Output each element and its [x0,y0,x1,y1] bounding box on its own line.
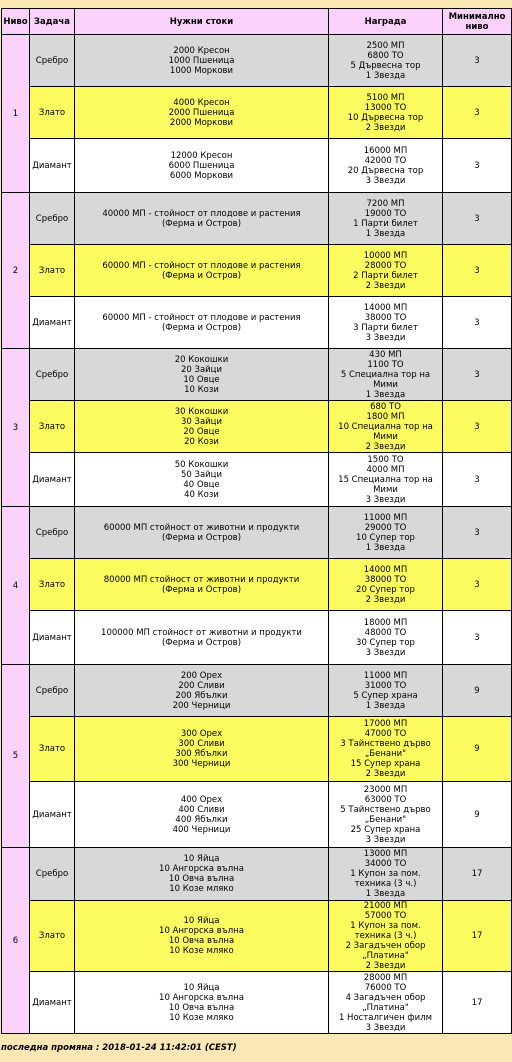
min-level-cell: 3 [443,401,512,453]
reward-cell: 430 МП 1100 ТО 5 Специална тор на Мими 1 Звезда [329,349,443,401]
table-row [2,782,512,848]
task-cell: Диамант [30,611,75,665]
table-row [2,87,512,139]
needed-goods-cell: 30 Кокошки 30 Зайци 20 Овце 20 Кози [75,401,329,453]
needed-goods-cell: 40000 МП - стойност от плодове и растения (Ферма и Остров) [75,193,329,245]
table-body [2,35,512,1034]
table-row [2,901,512,972]
task-cell: Сребро [30,665,75,717]
needed-goods-cell: 100000 МП стойност от животни и продукти (Ферма и Остров) [75,611,329,665]
needed-goods-cell: 10 Яйца 10 Ангорска вълна 10 Овча вълна 10 Козе мляко [75,901,329,972]
reward-cell: 14000 МП 38000 ТО 20 Супер тор 2 Звезди [329,559,443,611]
needed-goods-cell: 80000 МП стойност от животни и продукти (Ферма и Остров) [75,559,329,611]
min-level-cell: 3 [443,245,512,297]
reward-cell: 14000 МП 38000 ТО 3 Парти билет 3 Звезди [329,297,443,349]
task-cell: Сребро [30,507,75,559]
reward-cell: 7200 МП 19000 ТО 1 Парти билет 1 Звезда [329,193,443,245]
needed-goods-cell: 60000 МП - стойност от плодове и растения (Ферма и Остров) [75,245,329,297]
header-needed-goods: Нужни стоки [75,9,329,35]
table-row [2,139,512,193]
min-level-cell: 9 [443,782,512,848]
min-level-cell: 17 [443,901,512,972]
reward-cell: 11000 МП 31000 ТО 5 Супер храна 1 Звезда [329,665,443,717]
level-cell: 2 [2,193,30,349]
level-cell: 3 [2,349,30,507]
reward-cell: 16000 МП 42000 ТО 20 Дървесна тор 3 Звезди [329,139,443,193]
level-cell: 4 [2,507,30,665]
table-row [2,717,512,782]
task-cell: Сребро [30,349,75,401]
task-cell: Диамант [30,453,75,507]
min-level-cell: 3 [443,559,512,611]
needed-goods-cell: 50 Кокошки 50 Зайци 40 Овце 40 Кози [75,453,329,507]
needed-goods-cell: 60000 МП стойност от животни и продукти (Ферма и Остров) [75,507,329,559]
min-level-cell: 3 [443,87,512,139]
task-cell: Злато [30,401,75,453]
reward-cell: 10000 МП 28000 ТО 2 Парти билет 2 Звезди [329,245,443,297]
header-reward: Награда [329,9,443,35]
table-row [2,193,512,245]
level-cell: 6 [2,848,30,1034]
min-level-cell: 9 [443,717,512,782]
table-row [2,507,512,559]
needed-goods-cell: 200 Орех 200 Сливи 200 Ябълки 200 Черници [75,665,329,717]
reward-cell: 5100 МП 13000 ТО 10 Дървесна тор 2 Звезди [329,87,443,139]
reward-cell: 17000 МП 47000 ТО 3 Тайнствено дърво „Бенани" 15 Супер храна 2 Звезди [329,717,443,782]
reward-cell: 18000 МП 48000 ТО 30 Супер тор 3 Звезди [329,611,443,665]
last-modified: последна промяна : 2018-01-24 11:42:01 (CEST) [1,1043,237,1053]
header-level: Ниво [2,9,30,35]
reward-cell: 13000 МП 34000 ТО 1 Купон за пом. техника (3 ч.) 1 Звезда [329,848,443,901]
reward-cell: 11000 МП 29000 ТО 10 Супер тор 1 Звезда [329,507,443,559]
needed-goods-cell: 2000 Кресон 1000 Пшеница 1000 Моркови [75,35,329,87]
task-cell: Сребро [30,35,75,87]
needed-goods-cell: 300 Орех 300 Сливи 300 Ябълки 300 Черници [75,717,329,782]
task-cell: Диамант [30,972,75,1034]
task-cell: Диамант [30,782,75,848]
needed-goods-cell: 12000 Кресон 6000 Пшеница 6000 Моркови [75,139,329,193]
task-cell: Диамант [30,297,75,349]
min-level-cell: 3 [443,507,512,559]
min-level-cell: 3 [443,139,512,193]
needed-goods-cell: 20 Кокошки 20 Зайци 10 Овце 10 Кози [75,349,329,401]
task-cell: Злато [30,245,75,297]
table-row [2,559,512,611]
min-level-cell: 3 [443,193,512,245]
needed-goods-cell: 10 Яйца 10 Ангорска вълна 10 Овча вълна 10 Козе мляко [75,848,329,901]
task-cell: Злато [30,717,75,782]
reward-cell: 1500 ТО 4000 МП 15 Специална тор на Мими 3 Звезди [329,453,443,507]
task-cell: Сребро [30,848,75,901]
table-row [2,453,512,507]
min-level-cell: 17 [443,972,512,1034]
needed-goods-cell: 10 Яйца 10 Ангорска вълна 10 Овча вълна 10 Козе мляко [75,972,329,1034]
table-row [2,972,512,1034]
header-min-level: Минимално ниво [443,9,512,35]
reward-cell: 2500 МП 6800 ТО 5 Дървесна тор 1 Звезда [329,35,443,87]
header-row [2,9,512,35]
min-level-cell: 9 [443,665,512,717]
task-cell: Злато [30,87,75,139]
min-level-cell: 3 [443,453,512,507]
table-row [2,245,512,297]
header-task: Задача [30,9,75,35]
min-level-cell: 3 [443,35,512,87]
table-row [2,665,512,717]
reward-cell: 28000 МП 76000 ТО 4 Загадъчен обор „Платина" 1 Носталгичен филм 3 Звезди [329,972,443,1034]
level-cell: 1 [2,35,30,193]
table-row [2,349,512,401]
needed-goods-cell: 400 Орех 400 Сливи 400 Ябълки 400 Черници [75,782,329,848]
table-row [2,611,512,665]
level-cell: 5 [2,665,30,848]
task-cell: Диамант [30,139,75,193]
reward-cell: 21000 МП 57000 ТО 1 Купон за пом. техника (3 ч.) 2 Загадъчен обор „Платина" 2 Звезди [329,901,443,972]
task-cell: Сребро [30,193,75,245]
reward-cell: 680 ТО 1800 МП 10 Специална тор на Мими 2 Звезди [329,401,443,453]
min-level-cell: 3 [443,611,512,665]
reward-cell: 23000 МП 63000 ТО 5 Тайнствено дърво „Бенани" 25 Супер храна 3 Звезди [329,782,443,848]
table-row [2,297,512,349]
table-row [2,401,512,453]
needed-goods-cell: 4000 Кресон 2000 Пшеница 2000 Моркови [75,87,329,139]
tasks-table [1,8,512,1034]
table-row [2,848,512,901]
table-row [2,35,512,87]
min-level-cell: 3 [443,297,512,349]
min-level-cell: 17 [443,848,512,901]
task-cell: Злато [30,559,75,611]
needed-goods-cell: 60000 МП - стойност от плодове и растения (Ферма и Остров) [75,297,329,349]
task-cell: Злато [30,901,75,972]
min-level-cell: 3 [443,349,512,401]
